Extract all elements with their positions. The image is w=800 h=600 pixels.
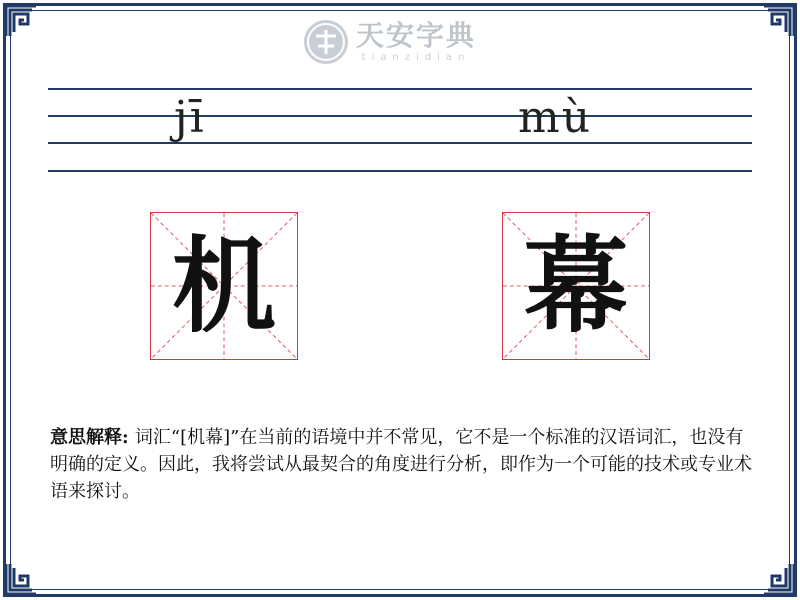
logo-title: 天安字典: [356, 19, 477, 52]
meaning-separator: :: [122, 427, 135, 448]
pinyin-1: jī: [174, 92, 206, 143]
character-1: 机: [171, 224, 276, 347]
character-2: 幕: [523, 224, 628, 347]
corner-ornament-icon: [4, 562, 38, 596]
corner-ornament-icon: [762, 562, 796, 596]
corner-ornament-icon: [762, 4, 796, 38]
logo-emblem-icon: [302, 18, 350, 66]
meaning-explanation: [50, 424, 752, 505]
meaning-label: 意思解释: [50, 427, 122, 448]
character-grid-1: [150, 212, 298, 360]
site-logo: [302, 14, 476, 70]
pinyin-lines: [48, 88, 752, 172]
logo-subtitle: tianzidian: [361, 52, 471, 63]
corner-ornament-icon: [4, 4, 38, 38]
pinyin-2: mù: [518, 92, 593, 143]
character-grid-2: [502, 212, 650, 360]
meaning-text: 词汇“[机幕]”在当前的语境中并不常见，它不是一个标准的汉语词汇，也没有明确的定义。因此，我将尝试从最契合的角度进行分析，即作为一个可能的技术或专业术语来探讨。: [50, 427, 752, 502]
